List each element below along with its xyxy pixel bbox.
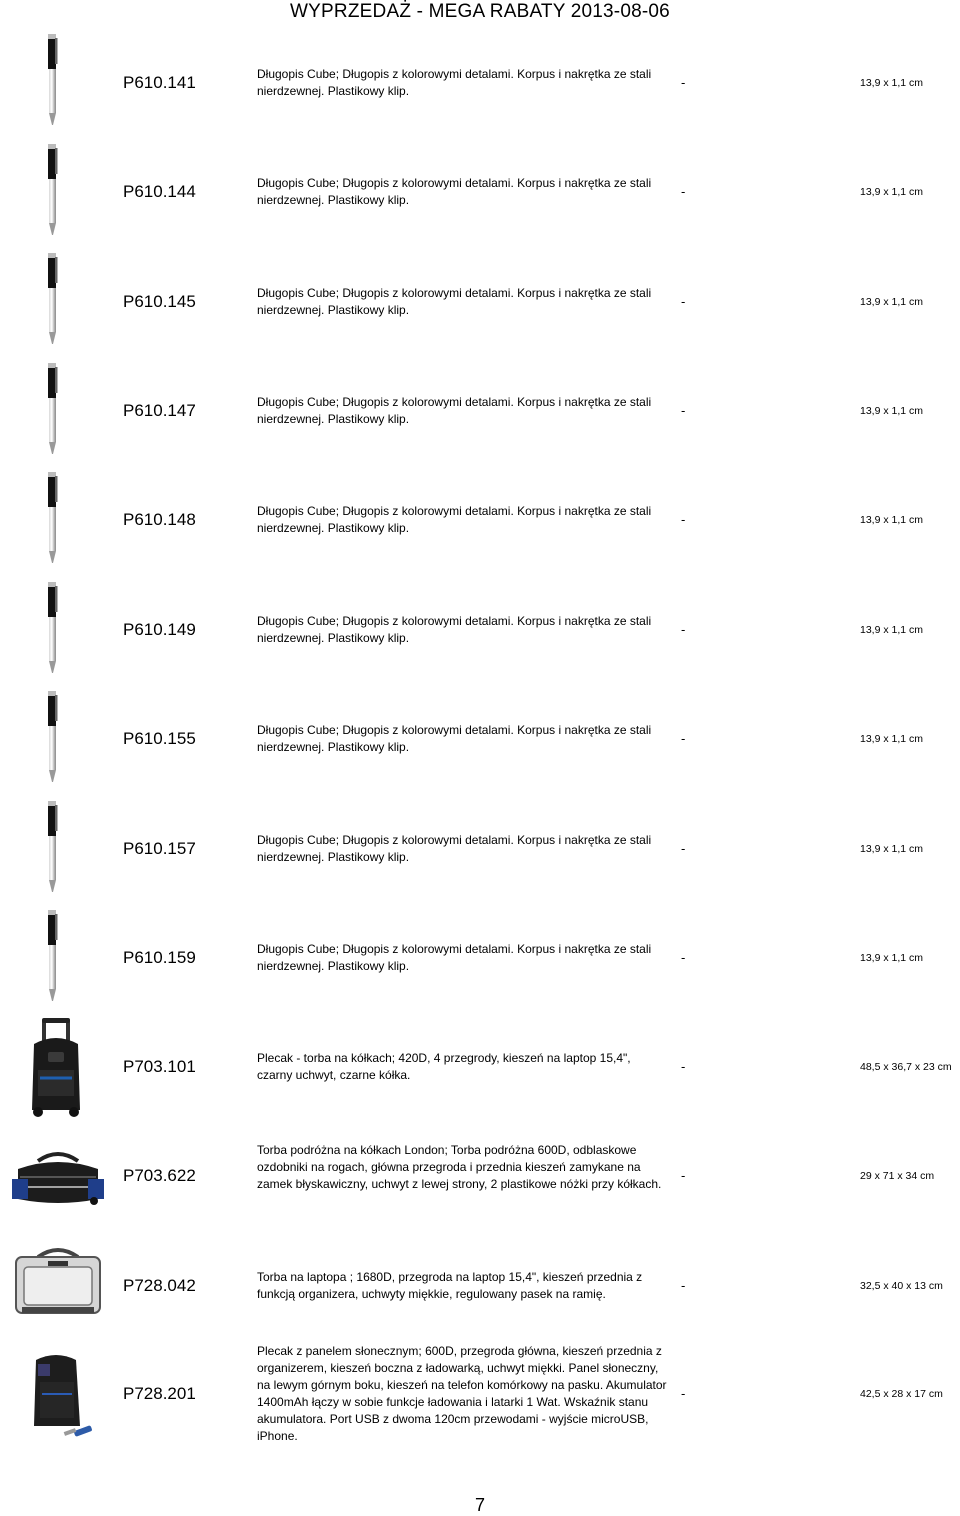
product-row [0,685,960,794]
pen-icon [8,361,108,461]
product-dash: - [681,184,686,199]
pen-icon [8,251,108,351]
pen-icon-graphic [8,361,108,461]
product-row [0,138,960,247]
product-code: P610.149 [123,620,196,639]
pen-icon-graphic [8,142,108,242]
product-code: P703.101 [123,1057,196,1076]
page-number: 7 [474,1495,485,1515]
solar-backpack-icon-graphic [8,1346,108,1446]
product-code: P728.042 [123,1276,196,1295]
pen-icon [8,689,108,789]
product-row [0,247,960,356]
pen-icon [8,470,108,570]
product-row [0,795,960,904]
product-row [0,1233,960,1342]
product-description: Długopis Cube; Długopis z kolorowymi detalami. Korpus i nakrętka ze stali nierdzewnej. Plastikowy klip. [257,942,652,973]
product-dash: - [681,1059,686,1074]
product-row [0,1342,960,1451]
product-row [0,1014,960,1123]
product-dimensions: 13,9 x 1,1 cm [860,186,924,198]
pen-icon [8,32,108,132]
laptop-bag-icon-graphic [8,1237,108,1337]
product-description: Długopis Cube; Długopis z kolorowymi detalami. Korpus i nakrętka ze stali nierdzewnej. Plastikowy klip. [257,723,652,754]
pen-icon-graphic [8,799,108,899]
pen-icon-graphic [8,470,108,570]
product-dimensions: 13,9 x 1,1 cm [860,77,924,89]
solar-backpack-icon [8,1346,108,1446]
product-dash: - [681,1386,686,1401]
product-description: Plecak - torba na kółkach; 420D, 4 przegrody, kieszeń na laptop 15,4", czarny uchwyt, czarne kółka. [257,1051,631,1082]
pen-icon-graphic [8,251,108,351]
product-dimensions: 13,9 x 1,1 cm [860,843,924,855]
product-row [0,904,960,1013]
pen-icon [8,799,108,899]
product-dash: - [681,294,686,309]
product-code: P610.159 [123,948,196,967]
product-dimensions: 13,9 x 1,1 cm [860,624,924,636]
product-dimensions: 13,9 x 1,1 cm [860,952,924,964]
product-dimensions: 48,5 x 36,7 x 23 cm [860,1061,952,1073]
product-description: Długopis Cube; Długopis z kolorowymi detalami. Korpus i nakrętka ze stali nierdzewnej. Plastikowy klip. [257,395,652,426]
product-dash: - [681,512,686,527]
product-dimensions: 32,5 x 40 x 13 cm [860,1280,943,1292]
product-code: P728.201 [123,1384,196,1403]
product-dash: - [681,950,686,965]
trolley-backpack-icon-graphic [8,1018,108,1118]
product-description: Plecak z panelem słonecznym; 600D, przegroda główna, kieszeń przednia z organizerem, kieszeń boczna z ładowarką, uchwyt miękki. Panel słoneczny, na lewym górnym boku, kieszeń na telefon komórkowy na pasku. Akumulator 1400mAh łączy w sobie funkcje ładowania i latarki 1 Wat. Wskaźnik stanu akumulatora. Port USB z dwoma 120cm przewodami - wyjście microUSB, iPhone. [257,1344,667,1443]
product-row [0,466,960,575]
pen-icon-graphic [8,908,108,1008]
product-dash: - [681,622,686,637]
page-header-title: WYPRZEDAŻ - MEGA RABATY 2013-08-06 [290,1,670,22]
product-description: Długopis Cube; Długopis z kolorowymi detalami. Korpus i nakrętka ze stali nierdzewnej. Plastikowy klip. [257,67,652,98]
product-description: Długopis Cube; Długopis z kolorowymi detalami. Korpus i nakrętka ze stali nierdzewnej. Plastikowy klip. [257,504,652,535]
duffel-bag-icon [8,1127,108,1227]
product-dash: - [681,1278,686,1293]
pen-icon-graphic [8,689,108,789]
product-row [0,1123,960,1232]
product-code: P703.622 [123,1166,196,1185]
product-dimensions: 13,9 x 1,1 cm [860,514,924,526]
product-code: P610.144 [123,182,196,201]
product-dash: - [681,1168,686,1183]
pen-icon [8,908,108,1008]
product-description: Długopis Cube; Długopis z kolorowymi detalami. Korpus i nakrętka ze stali nierdzewnej. Plastikowy klip. [257,176,652,207]
product-dimensions: 29 x 71 x 34 cm [860,1170,935,1182]
product-code: P610.155 [123,729,196,748]
duffel-bag-icon-graphic [8,1127,108,1227]
product-dimensions: 13,9 x 1,1 cm [860,405,924,417]
trolley-backpack-icon [8,1018,108,1118]
pen-icon [8,580,108,680]
product-dash: - [681,75,686,90]
product-description: Torba na laptopa ; 1680D, przegroda na laptop 15,4", kieszeń przednia z funkcją organizera, uchwyty miękkie, regulowany pasek na ramię. [257,1270,643,1301]
product-dash: - [681,403,686,418]
pen-icon-graphic [8,580,108,680]
product-row [0,357,960,466]
product-row [0,576,960,685]
product-description: Długopis Cube; Długopis z kolorowymi detalami. Korpus i nakrętka ze stali nierdzewnej. Plastikowy klip. [257,833,652,864]
product-code: P610.145 [123,292,196,311]
product-code: P610.147 [123,401,196,420]
pen-icon-graphic [8,32,108,132]
product-code: P610.148 [123,510,196,529]
product-code: P610.141 [123,73,196,92]
product-dimensions: 42,5 x 28 x 17 cm [860,1388,943,1400]
product-description: Torba podróżna na kółkach London; Torba podróżna 600D, odblaskowe ozdobniki na rogach, główna przegroda i przednia kieszeń zamykane na zamek błyskawiczny, uchwyt z lewej strony, 2 plastikowe nóżki przy kółkach. [257,1143,662,1191]
product-dimensions: 13,9 x 1,1 cm [860,733,924,745]
product-row [0,28,960,137]
product-description: Długopis Cube; Długopis z kolorowymi detalami. Korpus i nakrętka ze stali nierdzewnej. Plastikowy klip. [257,614,652,645]
product-code: P610.157 [123,839,196,858]
product-dash: - [681,841,686,856]
pen-icon [8,142,108,242]
laptop-bag-icon [8,1237,108,1337]
product-description: Długopis Cube; Długopis z kolorowymi detalami. Korpus i nakrętka ze stali nierdzewnej. Plastikowy klip. [257,286,652,317]
product-dash: - [681,731,686,746]
product-dimensions: 13,9 x 1,1 cm [860,296,924,308]
